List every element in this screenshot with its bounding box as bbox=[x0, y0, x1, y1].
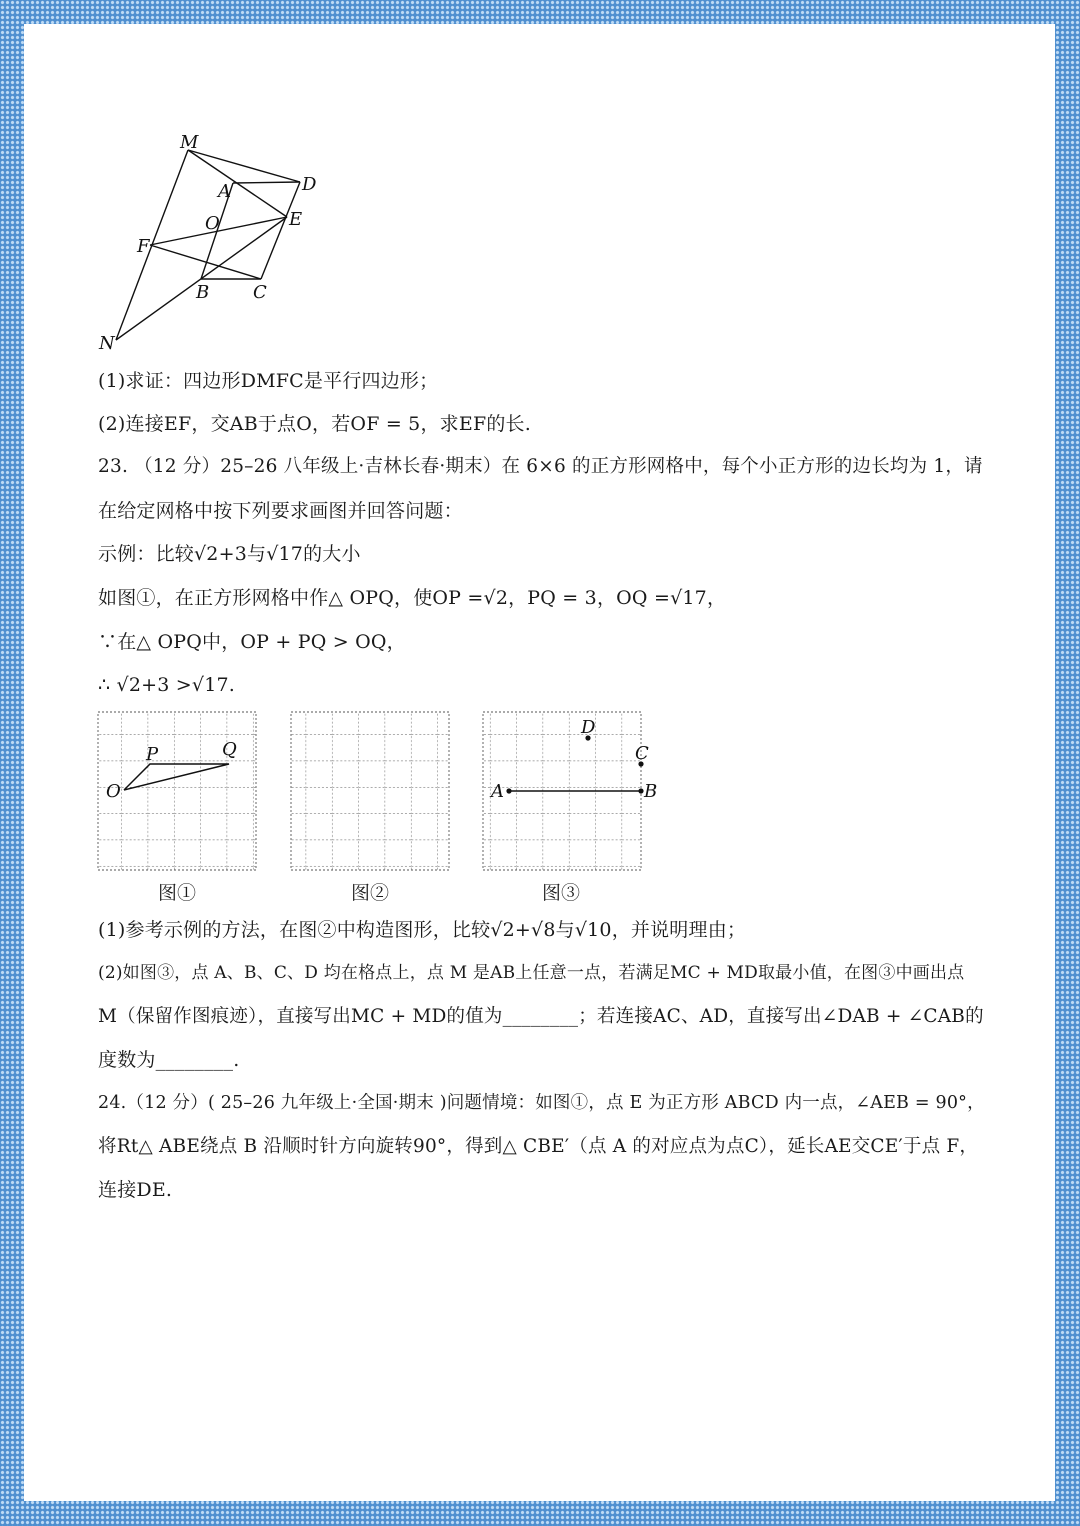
q22-part2: (2)连接EF，交AB于点O，若OF = 5，求EF的长. bbox=[98, 413, 531, 435]
q24-heading: 24.（12 分）( 25–26 九年级上·全国·期末 )问题情境：如图①，点 E 为正方形 ABCD 内一点，∠AEB = 90°， bbox=[98, 1093, 985, 1113]
q24-rotation: 将Rt△ ABE绕点 B 沿顺时针方向旋转90°，得到△ CBE′（点 A 的对应点为点C），延长AE交CE′于点 F， bbox=[98, 1136, 979, 1157]
q23-example: 示例：比较√2+3与√17的大小 bbox=[98, 543, 361, 565]
grid-figure-1 bbox=[98, 712, 256, 870]
label-E: E bbox=[289, 209, 303, 230]
segment-MD bbox=[188, 150, 300, 182]
parallelogram-figure bbox=[90, 125, 330, 355]
caption-figure-3: 图③ bbox=[542, 882, 581, 904]
label-D: D bbox=[302, 174, 317, 195]
label-M: M bbox=[180, 132, 199, 153]
label-N: N bbox=[99, 333, 115, 354]
q23-part1: (1)参考示例的方法，在图②中构造图形，比较√2+√8与√10，并说明理由； bbox=[98, 919, 747, 941]
q23-part2-line1: (2)如图③，点 A、B、C、D 均在格点上，点 M 是AB上任意一点，若满足MC + MD取最小值，在图③中画出点 bbox=[98, 963, 965, 983]
q23-heading: 23. （12 分）25–26 八年级上·吉林长春·期末）在 6×6 的正方形网格中，每个小正方形的边长均为 1，请 bbox=[98, 456, 983, 477]
label-A: A bbox=[218, 181, 231, 202]
label-C: C bbox=[253, 282, 267, 303]
q24-connect: 连接DE. bbox=[98, 1179, 173, 1201]
grid-figures bbox=[95, 708, 658, 874]
segment-FC bbox=[150, 245, 261, 279]
label-B: B bbox=[196, 282, 210, 303]
label-O: O bbox=[205, 213, 220, 234]
caption-figure-1: 图① bbox=[158, 882, 197, 904]
grid-figure-3 bbox=[483, 712, 657, 870]
q23-instruction: 在给定网格中按下列要求画图并回答问题： bbox=[98, 500, 463, 522]
fig3-label-D: D bbox=[581, 717, 596, 738]
q22-part1: (1)求证：四边形DMFC是平行四边形； bbox=[98, 370, 439, 392]
fig3-label-C: C bbox=[635, 743, 649, 764]
q23-part2-line2: M（保留作图痕迹），直接写出MC + MD的值为________；若连接AC、AD，直接写出∠DAB + ∠CAB的 bbox=[98, 1006, 984, 1027]
grid-figure-2 bbox=[291, 712, 449, 870]
segment-AD bbox=[233, 182, 300, 183]
q23-because: ∵在△ OPQ中，OP + PQ > OQ， bbox=[98, 631, 406, 653]
fig3-label-A: A bbox=[491, 781, 504, 802]
label-F: F bbox=[137, 236, 150, 257]
fig1-label-O: O bbox=[106, 781, 121, 802]
q23-therefore: ∴ √2+3 >√17. bbox=[98, 674, 236, 696]
segment-DC bbox=[261, 182, 303, 279]
point-B bbox=[638, 788, 643, 793]
point-A bbox=[506, 788, 511, 793]
q23-part2-line3: 度数为________. bbox=[98, 1049, 240, 1071]
fig1-label-P: P bbox=[146, 744, 159, 765]
caption-figure-2: 图② bbox=[351, 882, 390, 904]
fig1-label-Q: Q bbox=[222, 739, 237, 760]
q23-construction: 如图①，在正方形网格中作△ OPQ，使OP =√2，PQ = 3，OQ =√17， bbox=[98, 587, 727, 609]
fig3-label-B: B bbox=[644, 781, 658, 802]
